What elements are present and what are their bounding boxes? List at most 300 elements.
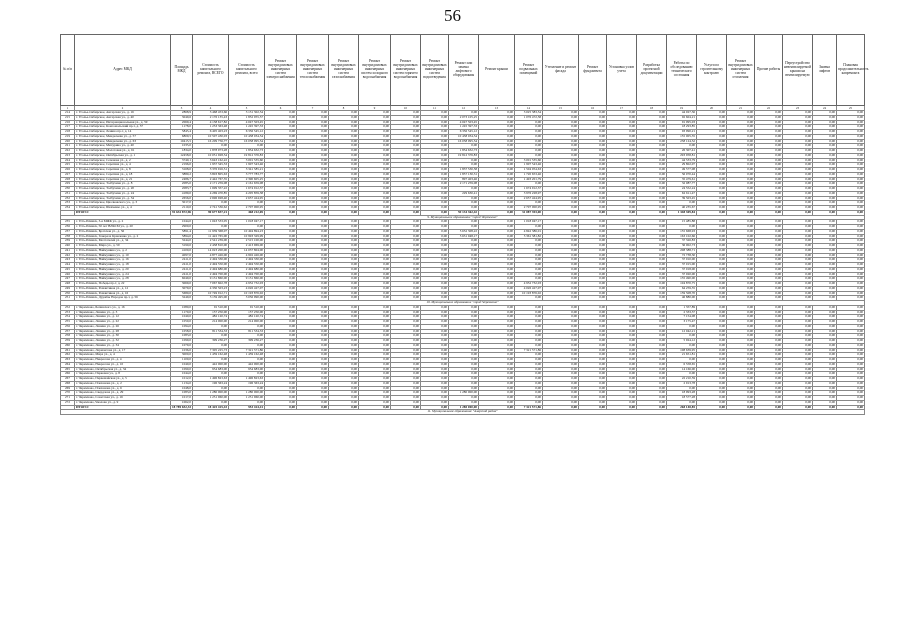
value-cell: 0,00 [515,324,543,329]
value-cell: 954 683,00 [229,367,265,372]
value-cell: 0,00 [265,286,297,291]
value-cell: 0,00 [421,220,449,225]
area-cell: 2069,4 [171,120,193,125]
value-cell: 0,00 [543,343,579,348]
column-index-cell: 6 [265,106,297,111]
value-cell: 0,00 [265,358,297,363]
value-cell: 0,00 [421,182,449,187]
value-cell: 0,00 [421,305,449,310]
value-cell: 2 171 259,08 [449,182,479,187]
value-cell: 0,00 [391,115,421,120]
value-cell: 0,00 [697,343,727,348]
value-cell: 0,00 [697,134,727,139]
value-cell: 0,00 [479,305,515,310]
value-cell: 0,00 [783,405,813,410]
value-cell: 0,00 [515,353,543,358]
total-cost-cell: 4 138 617,82 [193,120,229,125]
value-cell: 0,00 [813,391,837,396]
value-cell: 0,00 [265,220,297,225]
value-cell: 0,00 [479,396,515,401]
value-cell: 0,00 [579,244,607,249]
value-cell: 0,00 [479,187,515,192]
value-cell: 0,00 [579,291,607,296]
value-cell: 0,00 [755,187,783,192]
address-cell: г. Усолье-Сибирское, Менделеева ул., д. 57 [75,134,171,139]
value-cell: 0,00 [727,125,755,130]
value-cell: 0,00 [755,315,783,320]
column-header: Ремонт внутридомовых инженерных систем газоснабжения [329,35,359,106]
value-cell: 19 812 376,83 [449,153,479,158]
value-cell: 0,00 [329,168,359,173]
value-cell: 0,00 [359,253,391,258]
value-cell: 4 902 426,00 [229,253,265,258]
total-cost-cell: 0,00 [193,358,229,363]
value-cell: 0,00 [329,391,359,396]
value-cell: 0,00 [783,201,813,206]
value-cell: 0,00 [515,329,543,334]
area-cell: 2083,7 [171,187,193,192]
value-cell: 0,00 [391,163,421,168]
value-cell: 0,00 [543,358,579,363]
value-cell: 0,00 [667,334,697,339]
value-cell: 0,00 [543,196,579,201]
value-cell: 0,00 [515,182,543,187]
row-number-cell: 234 [61,206,75,211]
total-cost-cell: 0,00 [193,334,229,339]
row-number-cell: 258 [61,334,75,339]
value-cell: 0,00 [421,168,449,173]
value-cell: 0,00 [637,210,667,215]
value-cell: 442 000,00 [229,362,265,367]
value-cell: 0,00 [637,191,667,196]
row-number-cell: 221 [61,144,75,149]
value-cell: 0,00 [359,201,391,206]
value-cell: 0,00 [329,277,359,282]
row-number-cell: 245 [61,267,75,272]
value-cell: 46 880,00 [667,296,697,301]
row-number-cell: 260 [61,343,75,348]
value-cell: 0,00 [543,381,579,386]
value-cell: 0,00 [265,177,297,182]
value-cell: 0,00 [421,234,449,239]
value-cell: 0,00 [359,239,391,244]
area-cell: 12458,0 [171,153,193,158]
value-cell: 0,00 [837,220,865,225]
value-cell: 268 148,85 [667,405,697,410]
value-cell: 0,00 [421,120,449,125]
value-cell: 0,00 [755,182,783,187]
value-cell: 0,00 [329,339,359,344]
value-cell: 0,00 [727,130,755,135]
value-cell: 0,00 [543,134,579,139]
value-cell: 0,00 [579,315,607,320]
value-cell: 0,00 [265,277,297,282]
value-cell: 0,00 [391,377,421,382]
value-cell: 0,00 [329,372,359,377]
value-cell: 0,00 [479,296,515,301]
value-cell: 0,00 [607,120,637,125]
value-cell: 0,00 [579,348,607,353]
value-cell: 0,00 [479,191,515,196]
total-cost-cell: 1 043 533,05 [193,220,229,225]
value-cell: 0,00 [391,272,421,277]
value-cell: 2 515 100,00 [229,239,265,244]
value-cell: 0,00 [359,168,391,173]
value-cell: 0,00 [813,130,837,135]
value-cell: 0,00 [543,367,579,372]
value-cell: 0,00 [727,239,755,244]
value-cell: 0,00 [783,334,813,339]
value-cell: 0,00 [391,134,421,139]
value-cell: 0,00 [329,253,359,258]
value-cell: 6 356 545,12 [229,130,265,135]
value-cell: 0,00 [359,134,391,139]
row-number-cell: 257 [61,329,75,334]
value-cell: 0,00 [783,149,813,154]
value-cell: 0,00 [727,272,755,277]
total-cost-cell: 0,00 [193,201,229,206]
value-cell: 0,00 [391,320,421,325]
value-cell: 2 161 659,08 [229,182,265,187]
value-cell: 0,00 [391,210,421,215]
value-cell: 0,00 [391,244,421,249]
value-cell: 0,00 [783,229,813,234]
area-cell: 1079,0 [171,343,193,348]
row-number-cell: 227 [61,172,75,177]
value-cell: 0,00 [813,277,837,282]
value-cell: 0,00 [515,296,543,301]
value-cell: 0,00 [329,248,359,253]
value-cell: 0,00 [697,381,727,386]
value-cell: 0,00 [667,400,697,405]
value-cell: 0,00 [813,168,837,173]
value-cell: 0,00 [837,248,865,253]
total-cost-cell: 7 067 602,78 [193,282,229,287]
value-cell: 0,00 [783,111,813,116]
value-cell: 0,00 [329,400,359,405]
value-cell: 0,00 [813,210,837,215]
value-cell: 0,00 [449,253,479,258]
value-cell: 0,00 [783,115,813,120]
total-cost-cell: 811 534,33 [193,329,229,334]
value-cell: 0,00 [421,348,449,353]
value-cell: 0,00 [265,272,297,277]
value-cell: 0,00 [297,372,329,377]
value-cell: 0,00 [479,263,515,268]
area-cell: 4097,0 [171,253,193,258]
value-cell: 0,00 [607,172,637,177]
column-header: Ремонт крыши [479,35,515,106]
value-cell: 0,00 [783,206,813,211]
value-cell: 0,00 [755,296,783,301]
address-cell: г. Усть-Илимск, Наймушина ул., д. 20 [75,267,171,272]
column-index-cell: 14 [515,106,543,111]
value-cell: 0,00 [297,220,329,225]
value-cell: 0,00 [813,405,837,410]
value-cell: 0,00 [667,372,697,377]
value-cell: 0,00 [697,248,727,253]
value-cell: 0,00 [265,111,297,116]
column-index-cell: 12 [449,106,479,111]
value-cell: 0,00 [727,196,755,201]
value-cell: 0,00 [359,343,391,348]
value-cell: 0,00 [755,125,783,130]
value-cell: 0,00 [813,258,837,263]
value-cell: 0,00 [727,277,755,282]
value-cell: 0,00 [637,324,667,329]
value-cell: 2 707 000,95 [515,206,543,211]
value-cell: 0,00 [755,248,783,253]
value-cell: 1 251 960,00 [229,396,265,401]
value-cell: 0,00 [697,187,727,192]
value-cell: 0,00 [727,234,755,239]
value-cell: 0,00 [783,239,813,244]
address-cell: г. Черемхово, Некрасова ул., д. 4 [75,358,171,363]
value-cell: 1 720 653,46 [515,172,543,177]
value-cell: 0,00 [421,187,449,192]
value-cell: 0,00 [837,130,865,135]
value-cell: 0,00 [837,177,865,182]
value-cell: 14 037 804,00 [229,248,265,253]
value-cell: 0,00 [727,182,755,187]
value-cell: 0,00 [329,125,359,130]
value-cell: 0,00 [813,267,837,272]
value-cell: 0,00 [421,130,449,135]
value-cell: 0,00 [727,372,755,377]
value-cell: 0,00 [637,310,667,315]
value-cell: 0,00 [727,187,755,192]
value-cell: 0,00 [837,263,865,268]
value-cell: 0,00 [329,234,359,239]
column-index-cell: 25 [837,106,865,111]
value-cell: 0,00 [297,168,329,173]
value-cell: 0,00 [359,396,391,401]
value-cell: 0,00 [837,182,865,187]
value-cell: 6 558,65 [667,362,697,367]
area-cell: 1050,0 [171,320,193,325]
value-cell: 0,00 [265,391,297,396]
value-cell: 0,00 [783,153,813,158]
value-cell: 0,00 [579,272,607,277]
area-cell: 4189,0 [171,191,193,196]
value-cell: 0,00 [297,272,329,277]
value-cell: 0,00 [391,225,421,230]
value-cell: 0,00 [813,234,837,239]
value-cell: 0,00 [515,248,543,253]
value-cell: 0,00 [543,225,579,230]
value-cell: 15 485,88 [667,220,697,225]
value-cell: 0,00 [637,115,667,120]
value-cell: 0,00 [479,315,515,320]
value-cell: 0,00 [265,120,297,125]
value-cell: 0,00 [265,362,297,367]
value-cell: 0,00 [579,353,607,358]
value-cell: 0,00 [479,158,515,163]
value-cell: 18 577,28 [667,396,697,401]
area-cell: 3249,0 [171,296,193,301]
value-cell: 0,00 [421,149,449,154]
value-cell: 44 533,79 [667,158,697,163]
value-cell: 0,00 [421,139,449,144]
value-cell: 0,00 [329,244,359,249]
total-cost-cell: 1 459 162,48 [193,353,229,358]
value-cell: 64 259,35 [667,286,697,291]
value-cell: 0,00 [543,267,579,272]
value-cell: 0,00 [697,139,727,144]
row-number-cell: 264 [61,362,75,367]
row-number-cell: 271 [61,396,75,401]
value-cell: 0,00 [479,282,515,287]
value-cell: 0,00 [543,400,579,405]
value-cell: 3 777 783,77 [229,172,265,177]
value-cell: 0,00 [727,267,755,272]
column-header: Ремонт подвальных помещений [515,35,543,106]
value-cell: 0,00 [727,177,755,182]
value-cell: 0,00 [449,400,479,405]
value-cell: 0,00 [229,343,265,348]
value-cell: 0,00 [755,134,783,139]
address-cell: г. Усолье-Сибирское, Толбухина ул., д. 34 [75,196,171,201]
value-cell: 0,00 [329,296,359,301]
value-cell: 0,00 [727,362,755,367]
value-cell: 0,00 [391,286,421,291]
value-cell: 0,00 [579,139,607,144]
value-cell: 0,00 [479,400,515,405]
value-cell: 0,00 [667,201,697,206]
value-cell: 0,00 [449,244,479,249]
value-cell: 0,00 [229,201,265,206]
value-cell: 0,00 [359,277,391,282]
value-cell: 0,00 [479,144,515,149]
value-cell: 0,00 [297,334,329,339]
value-cell: 0,00 [607,134,637,139]
area-cell: 3000,0 [171,353,193,358]
value-cell: 0,00 [637,272,667,277]
value-cell: 0,00 [391,206,421,211]
value-cell: 0,00 [515,391,543,396]
value-cell: 0,00 [391,248,421,253]
value-cell: 0,00 [637,277,667,282]
value-cell: 0,00 [265,239,297,244]
value-cell: 0,00 [783,187,813,192]
value-cell: 0,00 [813,125,837,130]
value-cell: 0,00 [637,405,667,410]
value-cell: 0,00 [579,310,607,315]
address-cell: г. Усть-Илимск, Наймушина ул., д. 2 [75,248,171,253]
value-cell: 56 070,44 [667,172,697,177]
value-cell: 0,00 [391,324,421,329]
value-cell: 0,00 [515,339,543,344]
value-cell: 0,00 [783,120,813,125]
area-cell: 2656,0 [171,196,193,201]
value-cell: 0,00 [297,286,329,291]
value-cell: 2 333,37 [667,310,697,315]
value-cell: 0,00 [329,149,359,154]
value-cell: 0,00 [637,196,667,201]
value-cell: 0,00 [667,225,697,230]
value-cell: 0,00 [515,125,543,130]
value-cell: 0,00 [837,206,865,211]
area-cell: 1040,0 [171,315,193,320]
value-cell: 0,00 [697,253,727,258]
value-cell: 0,00 [329,172,359,177]
value-cell: 0,00 [837,111,865,116]
value-cell: 0,00 [755,111,783,116]
value-cell: 0,00 [755,358,783,363]
value-cell: 0,00 [543,182,579,187]
value-cell: 0,00 [813,305,837,310]
value-cell: 0,00 [543,353,579,358]
value-cell: 0,00 [813,115,837,120]
value-cell: 229 630,41 [449,191,479,196]
value-cell: 0,00 [607,315,637,320]
total-cost-cell: 4 877 426,00 [193,253,229,258]
value-cell: 0,00 [359,367,391,372]
value-cell: 0,00 [783,277,813,282]
value-cell: 0,00 [543,149,579,154]
value-cell: 1 496 823,63 [229,377,265,382]
value-cell: 0,00 [297,329,329,334]
value-cell: 0,00 [515,386,543,391]
value-cell: 0,00 [727,367,755,372]
section-label-cell: 9. Муниципальное образование "город Черемхово" [61,215,865,220]
value-cell: 0,00 [265,158,297,163]
value-cell: 0,00 [837,144,865,149]
value-cell: 0,00 [391,334,421,339]
value-cell: 0,00 [783,315,813,320]
row-number-cell: 215 [61,115,75,120]
value-cell: 0,00 [813,172,837,177]
value-cell: 0,00 [579,225,607,230]
value-cell: 0,00 [329,115,359,120]
value-cell: 0,00 [579,158,607,163]
address-cell: г. Черемхово, Ленина ул., д. 26 [75,324,171,329]
total-cost-cell: 442 000,00 [193,362,229,367]
value-cell: 1 459 162,48 [229,353,265,358]
value-cell: 0,00 [391,130,421,135]
value-cell: 0,00 [813,134,837,139]
value-cell: 0,00 [391,168,421,173]
value-cell: 0,00 [449,201,479,206]
value-cell: 0,00 [297,267,329,272]
value-cell: 0,00 [637,358,667,363]
value-cell: 0,00 [579,149,607,154]
value-cell: 0,00 [391,191,421,196]
value-cell: 0,00 [697,158,727,163]
row-number-cell: 228 [61,177,75,182]
value-cell: 0,00 [421,386,449,391]
row-number-cell: 219 [61,134,75,139]
value-cell: 0,00 [755,201,783,206]
value-cell: 0,00 [329,229,359,234]
value-cell: 0,00 [543,282,579,287]
value-cell: 0,00 [727,381,755,386]
row-number-cell: 261 [61,348,75,353]
value-cell: 0,00 [391,182,421,187]
value-cell: 0,00 [543,334,579,339]
row-number-cell: 250 [61,291,75,296]
area-cell: 1099,0 [171,339,193,344]
value-cell: 0,00 [543,158,579,163]
value-cell: 0,00 [579,120,607,125]
value-cell: 0,00 [265,229,297,234]
total-cost-cell: 399 236,27 [193,339,229,344]
column-header: Услуги по строительному контролю [697,35,727,106]
total-cost-cell: 90 677 837,21 [193,210,229,215]
value-cell: 0,00 [755,277,783,282]
value-cell: 0,00 [391,282,421,287]
value-cell: 0,00 [421,134,449,139]
